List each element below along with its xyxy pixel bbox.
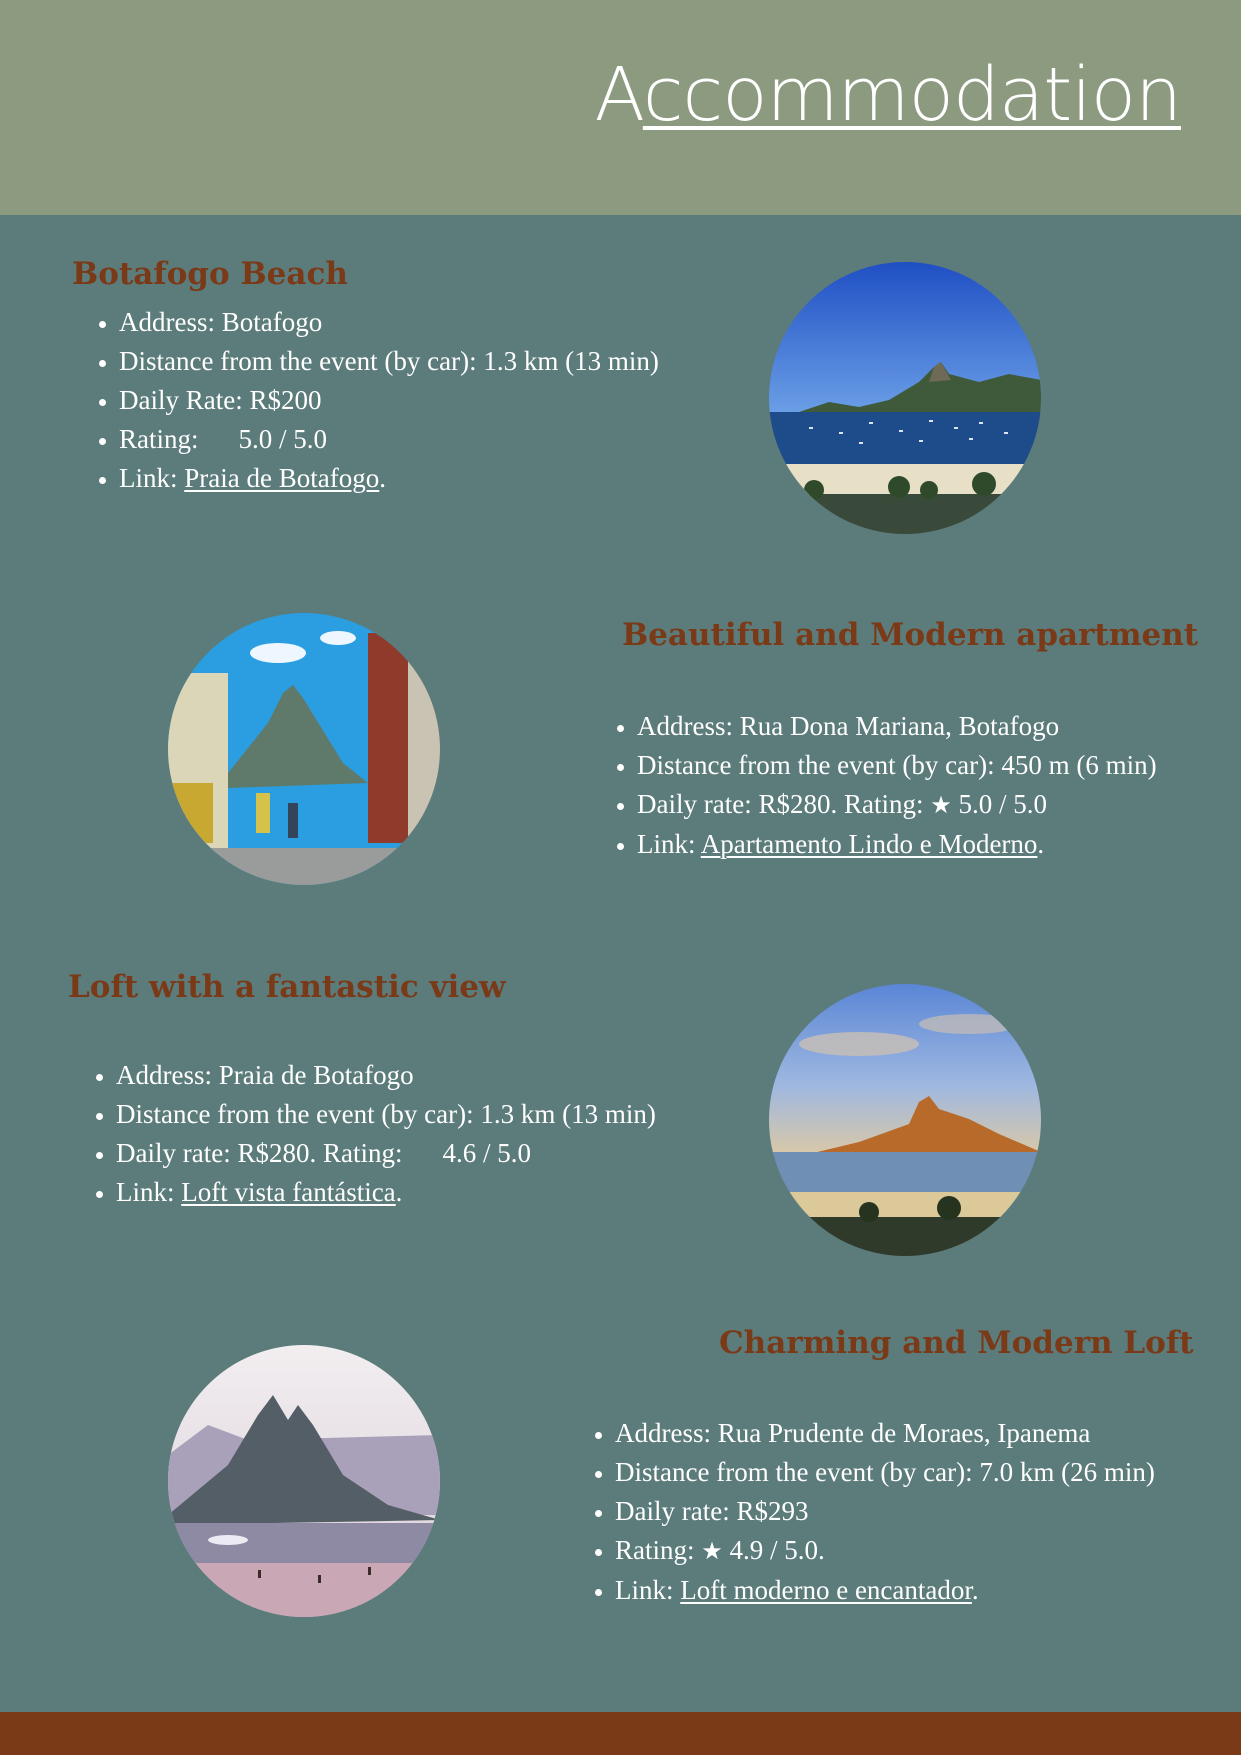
link-prefix: Link: [116, 1177, 182, 1207]
rating-value: 5.0 / 5.0 [951, 789, 1047, 819]
listing-link-loft-moderno-e-encantador[interactable]: Loft moderno e encantador [680, 1575, 972, 1605]
listing-link-item [615, 1571, 1155, 1610]
link-prefix: Link: [637, 829, 701, 859]
rating-label: Rating: [119, 424, 199, 454]
listing-link-item [119, 459, 659, 498]
rating-value: 5.0 / 5.0 [238, 424, 328, 454]
listing-distance: • Distance from the event (by car): 450 m (6 min) [637, 746, 1157, 785]
star-icon: ★ [701, 1537, 723, 1565]
listing-link-item [637, 825, 1157, 864]
listing-rating [119, 420, 659, 459]
listing-link-apartamento-lindo-e-moderno[interactable]: Apartamento Lindo e Moderno [700, 829, 1038, 859]
listing-details-beautiful-modern-apartment [611, 707, 1157, 864]
listing-rate-rating [637, 785, 1157, 825]
listing-address: • Address: Praia de Botafogo [116, 1056, 656, 1095]
listing-rating [615, 1531, 1155, 1571]
page-title-rest: ccommodation [642, 52, 1181, 138]
link-suffix: . [379, 463, 386, 493]
rating-value: 4.9 / 5.0. [722, 1535, 825, 1565]
link-prefix: Link: [119, 463, 185, 493]
listing-title-botafogo-beach: Botafogo Beach [72, 256, 348, 292]
listing-details-loft-fantastic-view [90, 1056, 656, 1212]
listing-details-botafogo-beach [93, 303, 659, 498]
street-christ-redeemer-photo [168, 613, 440, 885]
page-title [594, 52, 1182, 138]
listing-distance: • Distance from the event (by car): 1.3 km (13 min) [116, 1095, 656, 1134]
rating-value: 4.6 / 5.0 [442, 1138, 531, 1168]
link-suffix: . [395, 1177, 403, 1207]
listing-rate-rating [116, 1134, 656, 1173]
footer-bar [0, 1712, 1241, 1755]
listing-link-loft-vista-fantastica[interactable]: Loft vista fantástica [181, 1177, 396, 1207]
botafogo-bay-photo [769, 262, 1041, 534]
link-prefix: Link: [615, 1575, 681, 1605]
listing-details-charming-modern-loft [589, 1414, 1155, 1610]
listing-title-loft-fantastic-view: Loft with a fantastic view [68, 969, 506, 1005]
listing-address: • Address: Botafogo [119, 303, 659, 342]
rate-rating-text: Daily rate: R$280. Rating: [637, 789, 931, 819]
rating-label: Rating: [615, 1535, 702, 1565]
listing-rate: • Daily Rate: R$200 [119, 381, 659, 420]
listing-link-praia-de-botafogo[interactable]: Praia de Botafogo [184, 463, 380, 493]
listing-link-item [116, 1173, 656, 1212]
listing-distance: • Distance from the event (by car): 1.3 km (13 min) [119, 342, 659, 381]
listing-rate: • Daily rate: R$293 [615, 1492, 1155, 1531]
ipanema-beach-photo [168, 1345, 440, 1617]
page-title-initial: A [594, 52, 643, 138]
listing-title-beautiful-modern-apartment: Beautiful and Modern apartment [622, 617, 1199, 653]
sugarloaf-sunset-photo [769, 984, 1041, 1256]
link-suffix: . [1037, 829, 1045, 859]
star-icon: ★ [930, 791, 952, 819]
listing-address: • Address: Rua Dona Mariana, Botafogo [637, 707, 1157, 746]
listing-address: • Address: Rua Prudente de Moraes, Ipanema [615, 1414, 1155, 1453]
listing-title-charming-modern-loft: Charming and Modern Loft [719, 1325, 1194, 1361]
link-suffix: . [971, 1575, 979, 1605]
rate-rating-text: Daily rate: R$280. Rating: [116, 1138, 403, 1168]
header-banner [0, 0, 1241, 215]
listing-distance: • Distance from the event (by car): 7.0 km (26 min) [615, 1453, 1155, 1492]
